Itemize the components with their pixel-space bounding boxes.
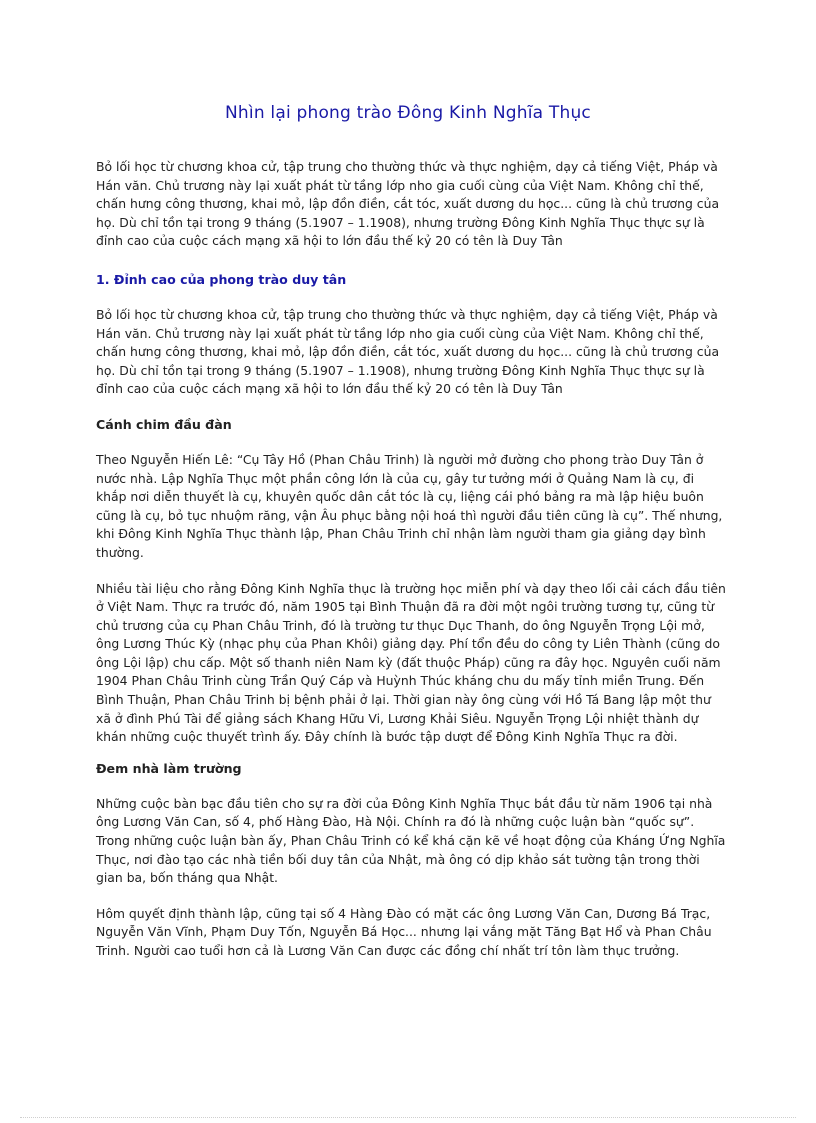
dem-nha-paragraph-1: Những cuộc bàn bạc đầu tiên cho sự ra đời của Đông Kinh Nghĩa Thục bắt đầu từ năm 1906 tại nhà ông Lương Văn Can, số 4, phố Hàng Đào, Hà Nội. Chính ra đó là những cuộc luận bàn “quốc sự”. Trong những cuộc luận bàn ấy, Phan Châu Trinh có kể khá cặn kẽ về hoạt động của Kháng Ứng Nghĩa Thục, nơi đào tạo các nhà tiền bối duy tân của Nhật, mà ông có dịp khảo sát tường tận trong thời gian ba, bốn tháng qua Nhật. bbox=[96, 795, 726, 886]
subheading-canh-chim-dau-dan: Cánh chim đầu đàn bbox=[96, 416, 232, 432]
canh-chim-paragraph-1: Theo Nguyễn Hiến Lê: “Cụ Tây Hồ (Phan Châu Trinh) là người mở đường cho phong trào Duy Tân ở nước nhà. Lập Nghĩa Thục một phần công lớn là của cụ, gây tư tưởng mới ở Quảng Nam là cụ, đi khắp nơi diễn thuyết là cụ, khuyên quốc dân cắt tóc là cụ, liệng cái phó bảng ra mà lập hiệu buôn cũng là cụ, bỏ tục nhuộm răng, vận Âu phục bằng nội hoá thì người đầu tiên cũng là cụ”. Thế nhưng, khi Đông Kinh Nghĩa Thục thành lập, Phan Châu Trinh chỉ nhận làm người tham gia giảng dạy bình thường. bbox=[96, 451, 723, 560]
subheading-dem-nha-lam-truong: Đem nhà làm trường bbox=[96, 760, 242, 776]
page-title: Nhìn lại phong trào Đông Kinh Nghĩa Thục bbox=[225, 103, 591, 123]
canh-chim-paragraph-2: Nhiều tài liệu cho rằng Đông Kinh Nghĩa thục là trường học miễn phí và dạy theo lối cải cách đầu tiên ở Việt Nam. Thực ra trước đó, năm 1905 tại Bình Thuận đã ra đời một ngôi trường tương tự, cũng từ chủ trương của cụ Phan Châu Trinh, đó là trường tư thục Dục Thanh, do ông Nguyễn Trọng Lội mở, ông Lương Thúc Kỳ (nhạc phụ của Phan Khôi) giảng dạy. Phí tổn đều do công ty Liên Thành (cũng do ông Lội lập) chu cấp. Một số thanh niên Nam kỳ (đất thuộc Pháp) cũng ra đây học. Nguyên cuối năm 1904 Phan Châu Trinh cùng Trần Quý Cáp và Huỳnh Thúc kháng chu du mấy tỉnh miền Trung. Đến Bình Thuận, Phan Châu Trinh bị bệnh phải ở lại. Thời gian này ông cùng với Hồ Tá Bang lập một thư xã ở đình Phú Tài để giảng sách Khang Hữu Vi, Lương Khải Siêu. Nguyễn Trọng Lội nhiệt thành dự khán những cuộc thuyết trình ấy. Đây chính là bước tập dượt để Đông Kinh Nghĩa Thục ra đời. bbox=[96, 580, 726, 745]
dem-nha-paragraph-2: Hôm quyết định thành lập, cũng tại số 4 Hàng Đào có mặt các ông Lương Văn Can, Dương Bá Trạc, Nguyễn Văn Vĩnh, Phạm Duy Tốn, Nguyễn Bá Học... nhưng lại vắng mặt Tăng Bạt Hổ và Phan Châu Trinh. Người cao tuổi hơn cả là Lương Văn Can được các đồng chí nhất trí tôn làm thục trưởng. bbox=[96, 905, 712, 958]
intro-paragraph: Bỏ lối học từ chương khoa cử, tập trung cho thường thức và thực nghiệm, dạy cả tiếng Việt, Pháp và Hán văn. Chủ trương này lại xuất phát từ tầng lớp nho gia cuối cùng của Việt Nam. Không chỉ thế, chấn hưng công thương, khai mỏ, lập đồn điền, cắt tóc, xuất dương du học... cũng là chủ trương của họ. Dù chỉ tồn tại trong 9 tháng (5.1907 – 1.1908), nhưng trường Đông Kinh Nghĩa Thục thực sự là đỉnh cao của cuộc cách mạng xã hội to lớn đầu thế kỷ 20 có tên là Duy Tân bbox=[96, 159, 720, 249]
article-body bbox=[96, 158, 726, 961]
page-bottom-divider bbox=[20, 1117, 796, 1118]
section-1-paragraph: Bỏ lối học từ chương khoa cử, tập trung cho thường thức và thực nghiệm, dạy cả tiếng Việt, Pháp và Hán văn. Chủ trương này lại xuất phát từ tầng lớp nho gia cuối cùng của Việt Nam. Không chỉ thế, chấn hưng công thương, khai mỏ, lập đồn điền, cắt tóc, xuất dương du học... cũng là chủ trương của họ. Dù chỉ tồn tại trong 9 tháng (5.1907 – 1.1908), nhưng trường Đông Kinh Nghĩa Thục thực sự là đỉnh cao của cuộc cách mạng xã hội to lớn đầu thế kỷ 20 có tên là Duy Tân bbox=[96, 306, 720, 397]
section-heading-1: 1. Đỉnh cao của phong trào duy tân bbox=[96, 271, 347, 287]
